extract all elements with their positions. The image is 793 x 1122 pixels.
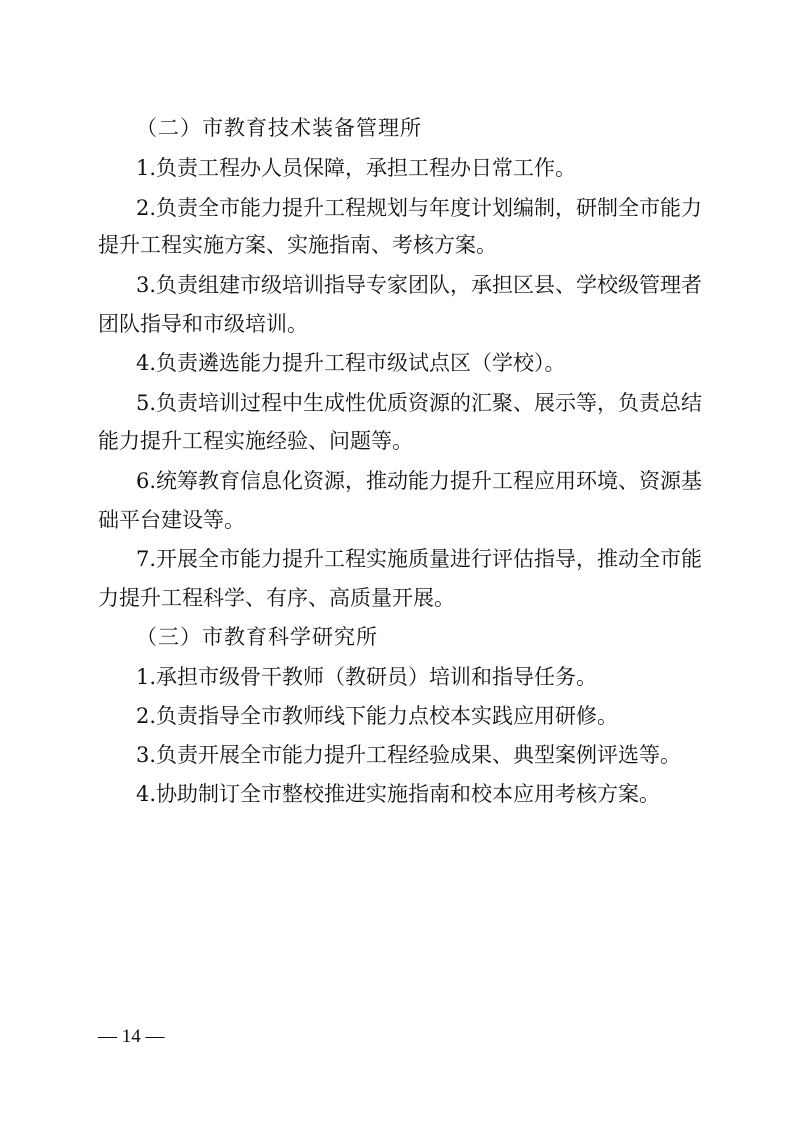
paragraph-line: 4.协助制订全市整校推进实施指南和校本应用考核方案。: [136, 782, 661, 806]
paragraph-line: 础平台建设等。: [98, 508, 245, 532]
paragraph-line: 3.负责组建市级培训指导专家团队，承担区县、学校级管理者: [136, 273, 703, 297]
paragraph-line: 团队指导和市级培训。: [98, 312, 308, 336]
paragraph-line: 2.负责全市能力提升工程规划与年度计划编制，研制全市能力: [136, 196, 703, 220]
paragraph-line: 3.负责开展全市能力提升工程经验成果、典型案例评选等。: [136, 743, 682, 767]
paragraph-line: 2.负责指导全市教师线下能力点校本实践应用研修。: [136, 704, 619, 728]
paragraph-line: 提升工程实施方案、实施指南、考核方案。: [98, 233, 497, 257]
page-number: — 14 —: [98, 1026, 165, 1047]
section-heading-2: （二）市教育技术装备管理所: [136, 116, 422, 140]
paragraph-line: 1.负责工程办人员保障，承担工程办日常工作。: [136, 156, 577, 180]
paragraph-line: 6.统筹教育信息化资源，推动能力提升工程应用环境、资源基: [136, 469, 703, 493]
paragraph-line: 1.承担市级骨干教师（教研员）培训和指导任务。: [136, 665, 598, 689]
paragraph-line: 7.开展全市能力提升工程实施质量进行评估指导，推动全市能: [136, 547, 703, 571]
paragraph-line: 力提升工程科学、有序、高质量开展。: [98, 586, 455, 610]
section-heading-3: （三）市教育科学研究所: [136, 625, 378, 649]
paragraph-line: 能力提升工程实施经验、问题等。: [98, 429, 413, 453]
paragraph-line: 5.负责培训过程中生成性优质资源的汇聚、展示等，负责总结: [136, 391, 703, 415]
paragraph-line: 4.负责遴选能力提升工程市级试点区（学校）。: [136, 351, 566, 375]
